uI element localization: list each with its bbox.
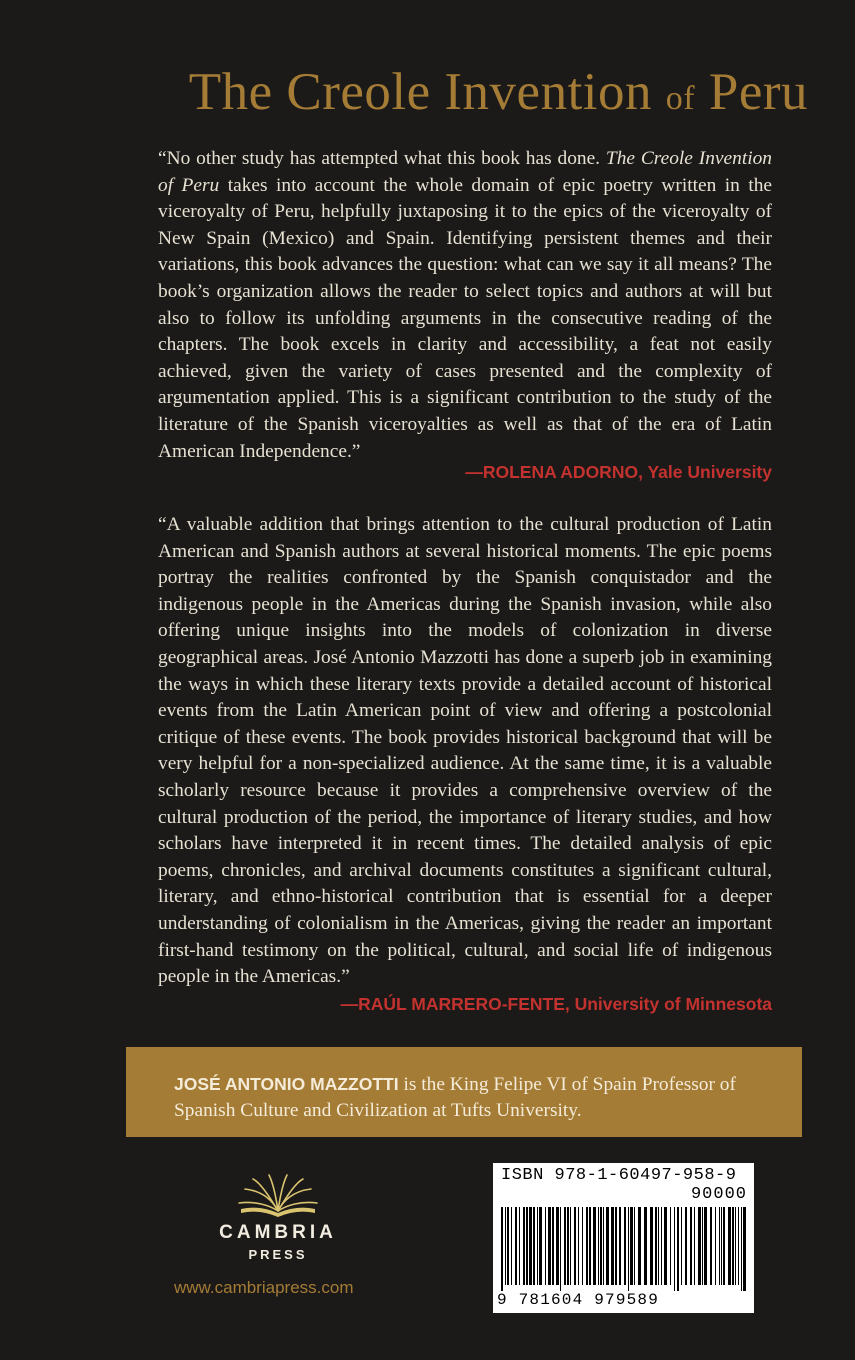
isbn-number: ISBN 978-1-60497-958-9 (501, 1166, 737, 1185)
review-blurb-adorno (158, 146, 772, 465)
barcode-bar (519, 1207, 520, 1285)
barcode-bar (735, 1207, 736, 1285)
barcode-bar (728, 1207, 731, 1285)
barcode-bar (650, 1207, 653, 1285)
barcode-bars (499, 1207, 748, 1291)
isbn-barcode (493, 1163, 754, 1313)
barcode-bar (600, 1207, 602, 1285)
barcode-bar (552, 1207, 554, 1285)
barcode-bar (593, 1207, 596, 1285)
price-code: 90000 (690, 1185, 747, 1204)
author-bio-panel (126, 1047, 802, 1137)
barcode-bar (685, 1207, 687, 1285)
barcode-bar (560, 1207, 561, 1291)
barcode-bar (537, 1207, 538, 1285)
barcode-bar (526, 1207, 528, 1285)
barcode-bar (507, 1207, 509, 1285)
barcode-bar (564, 1207, 566, 1285)
publisher-website-link[interactable]: www.cambriapress.com (174, 1278, 354, 1297)
blurb1-text-start: “No other study has attempted what this book has done. (158, 148, 601, 169)
barcode-bar (664, 1207, 667, 1285)
barcode-bar (655, 1207, 657, 1285)
barcode-bar (515, 1207, 517, 1285)
barcode-bar (681, 1207, 682, 1285)
barcode-bar (529, 1207, 532, 1285)
barcode-bar (670, 1207, 671, 1285)
title-end: Peru (708, 63, 808, 121)
barcode-bar (741, 1207, 742, 1291)
barcode-bar (644, 1207, 647, 1285)
title-main: The Creole Invention (188, 63, 653, 121)
barcode-bar (738, 1207, 739, 1285)
barcode-bar (615, 1207, 617, 1285)
barcode-bar (723, 1207, 725, 1285)
barcode-bar (710, 1207, 712, 1285)
barcode-bar (715, 1207, 716, 1285)
title-of: of (665, 80, 696, 117)
barcode-bar (578, 1207, 579, 1285)
barcode-bar (658, 1207, 659, 1285)
ean-digits: 9 781604 979589 (497, 1291, 660, 1309)
book-title (0, 62, 808, 122)
barcode-bar (694, 1207, 695, 1285)
barcode-bar (743, 1207, 746, 1291)
barcode-bar (533, 1207, 535, 1285)
book-palm-logo-icon (233, 1173, 323, 1217)
barcode-bar (719, 1207, 720, 1285)
publisher-name-press: PRESS (248, 1247, 308, 1262)
attribution-marrero-fente: —RAÚL MARRERO-FENTE, University of Minnesota (340, 994, 772, 1014)
barcode-bar (677, 1207, 679, 1291)
barcode-bar (511, 1207, 512, 1285)
barcode-bar (586, 1207, 588, 1285)
author-bio (174, 1071, 794, 1124)
barcode-bar (628, 1207, 629, 1291)
barcode-bar (548, 1207, 551, 1285)
barcode-bar (619, 1207, 621, 1285)
barcode-bar (624, 1207, 626, 1285)
blurb1-book-title: The Creole Invention of Peru (158, 148, 772, 196)
barcode-bar (539, 1207, 542, 1285)
barcode-bar (702, 1207, 703, 1285)
barcode-bar (721, 1207, 722, 1285)
publisher-name: CAMBRIA (219, 1222, 337, 1243)
barcode-bar (661, 1207, 662, 1285)
barcode-bar (556, 1207, 559, 1285)
barcode-bar (603, 1207, 604, 1285)
barcode-bar (501, 1207, 503, 1291)
review-blurb-marrero-fente: “A valuable addition that brings attention to the cultural production of Latin American and Spanish authors at several historical moments. The epic poems portray the realities confronted by the Spanish conquistador and the indigenous people in the Americas during the Spanish invasion, while also offering unique insights into the models of colonization in diverse geographical areas. José Antonio Mazzotti has done a superb job in examining the ways in which these literary texts provide a detailed account of historical events from the Latin American point of view and offering a postcolonial critique of these events. The book provides historical background that will be very helpful for a non-specialized audience. At the same time, it is a valuable scholarly resource because it provides a comprehensive overview of the cultural production of the period, the importance of literary studies, and how scholars have interpreted it in recent times. The detailed analysis of epic poems, chronicles, and archival documents constitutes a significant cultural, literary, and ethno-historical contribution that is essential for a deeper understanding of colonialism in the Americas, giving the reader an important first-hand testimony on the political, cultural, and social life of indigenous people in the Americas.” (158, 514, 772, 988)
barcode-bar (638, 1207, 641, 1285)
barcode-bar (505, 1207, 506, 1285)
barcode-bar (674, 1207, 675, 1291)
barcode-bar (698, 1207, 701, 1285)
blurb1-text-end: takes into account the whole domain of epic poetry written in the viceroyalty of Peru, helpfully juxtaposing it to the epics of the viceroyalty of New Spain (Mexico) and Spain. Identifying persistent themes and their variations, this book advances the question: what can we say it all means? The book’s organization allows the reader to select topics and authors at will but also to follow its unfolding arguments in the consecutive reading of the chapters. The book excels in clarity and accessibility, a feat not easily achieved, given the variety of cases presented and the complexity of argumentation applied. This is a significant contribution to the study of the literature of the Spanish viceroyalties as well as that of the era of Latin American Independence.” (158, 174, 773, 462)
barcode-bar (598, 1207, 599, 1285)
barcode-bar (574, 1207, 576, 1285)
barcode-bar (611, 1207, 614, 1285)
barcode-bar (732, 1207, 734, 1285)
barcode-bar (690, 1207, 692, 1285)
author-name: JOSÉ ANTONIO MAZZOTTI (174, 1074, 399, 1094)
attribution-adorno: —ROLENA ADORNO, Yale University (465, 462, 772, 482)
author-bio-text: is the King Felipe VI of Spain Professor of Spanish Culture and Civilization at Tufts University. (174, 1074, 736, 1121)
barcode-bar (567, 1207, 569, 1285)
barcode-bar (704, 1207, 707, 1285)
barcode-bar (570, 1207, 571, 1285)
barcode-bar (582, 1207, 583, 1285)
barcode-bar (606, 1207, 609, 1285)
barcode-bar (589, 1207, 591, 1285)
barcode-bar (634, 1207, 635, 1285)
barcode-bar (630, 1207, 633, 1285)
barcode-bar (545, 1207, 546, 1285)
barcode-bar (523, 1207, 525, 1285)
